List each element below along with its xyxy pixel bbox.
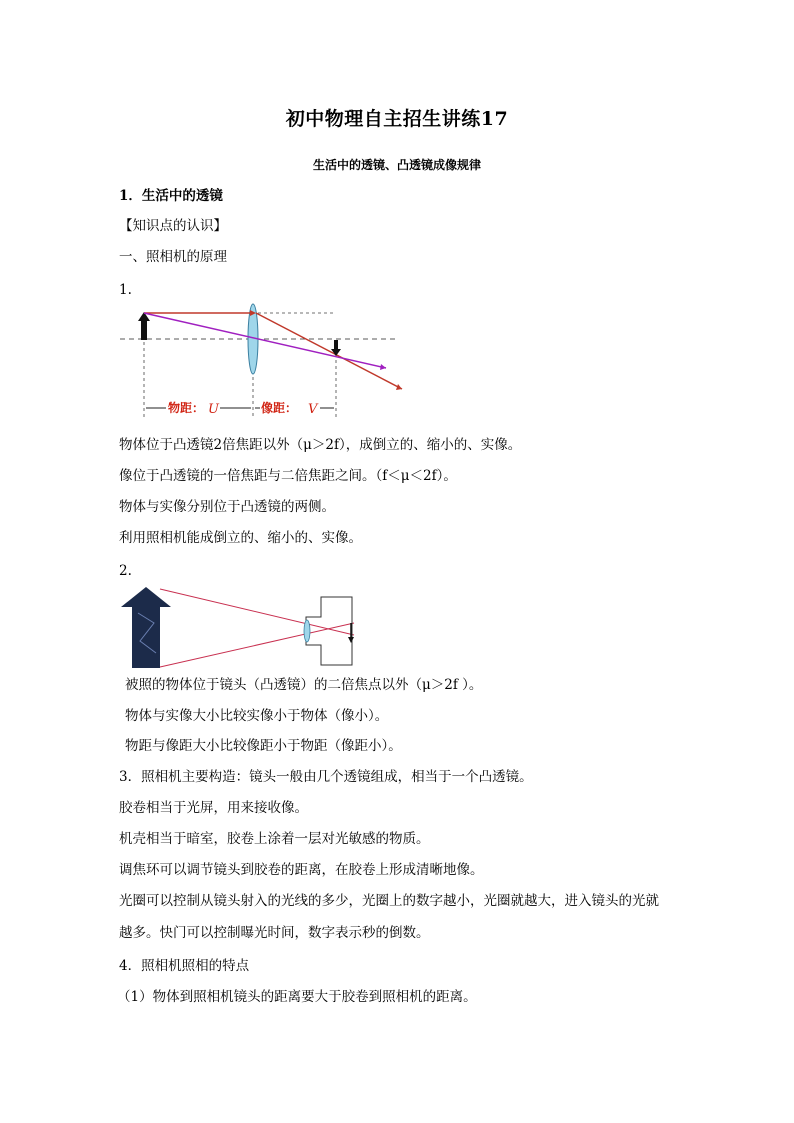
paragraph-11: 调焦环可以调节镜头到胶卷的距离，在胶卷上形成清晰地像。 <box>119 862 484 878</box>
paragraph-1: 物体位于凸透镜2倍焦距以外（μ＞2f），成倒立的、缩小的、实像。 <box>119 437 522 453</box>
object-distance-label: 物距： <box>168 401 205 415</box>
ray-through-center <box>144 313 386 368</box>
section1-heading: 1．生活中的透镜 <box>119 188 223 204</box>
object-big-arrow-shaft <box>132 606 160 668</box>
lens-ray-diagram <box>118 300 418 425</box>
ray-bottom <box>160 623 354 667</box>
paragraph-6: 物体与实像大小比较实像小于物体（像小）。 <box>125 708 389 724</box>
camera-lens <box>304 620 310 642</box>
paragraph-13: 越多。快门可以控制曝光时间，数字表示秒的倒数。 <box>119 925 430 941</box>
object-arrow-shaft <box>141 320 147 340</box>
paragraph-4: 利用照相机能成倒立的、缩小的、实像。 <box>119 530 362 546</box>
knowledge-heading: 【知识点的认识】 <box>119 218 227 234</box>
object-distance-symbol: U <box>208 402 219 417</box>
page-subtitle: 生活中的透镜、凸透镜成像规律 <box>312 158 481 172</box>
page-title: 初中物理自主招生讲练17 <box>285 108 509 130</box>
ray-refracted <box>256 313 402 389</box>
paragraph-8: 3．照相机主要构造：镜头一般由几个透镜组成，相当于一个凸透镜。 <box>119 769 533 785</box>
image-distance-label: 像距： <box>261 401 298 415</box>
paragraph-7: 物距与像距大小比较像距小于物距（像距小）。 <box>125 738 402 754</box>
paragraph-10: 机壳相当于暗室，胶卷上涂着一层对光敏感的物质。 <box>119 831 430 847</box>
paragraph-15: （1）物体到照相机镜头的距离要大于胶卷到照相机的距离。 <box>117 989 477 1005</box>
item1-label: 1. <box>119 282 132 298</box>
camera-diagram <box>118 583 358 671</box>
paragraph-9: 胶卷相当于光屏，用来接收像。 <box>119 800 308 816</box>
ray-top <box>160 589 354 635</box>
item2-label: 2. <box>119 563 132 579</box>
part1-heading: 一、照相机的原理 <box>119 249 227 265</box>
paragraph-12: 光圈可以控制从镜头射入的光线的多少，光圈上的数字越小，光圈就越大，进入镜头的光就 <box>119 893 659 909</box>
image-distance-symbol: V <box>308 402 318 417</box>
paragraph-5: 被照的物体位于镜头（凸透镜）的二倍焦点以外（μ＞2f ）。 <box>125 677 483 693</box>
camera-body <box>306 597 352 665</box>
image-arrow-shaft <box>334 340 338 350</box>
paragraph-14: 4．照相机照相的特点 <box>119 958 250 974</box>
image-small-arrow-head <box>348 637 354 643</box>
paragraph-2: 像位于凸透镜的一倍焦距与二倍焦距之间。（f＜μ＜2f）。 <box>119 468 457 484</box>
paragraph-3: 物体与实像分别位于凸透镜的两侧。 <box>119 499 335 515</box>
